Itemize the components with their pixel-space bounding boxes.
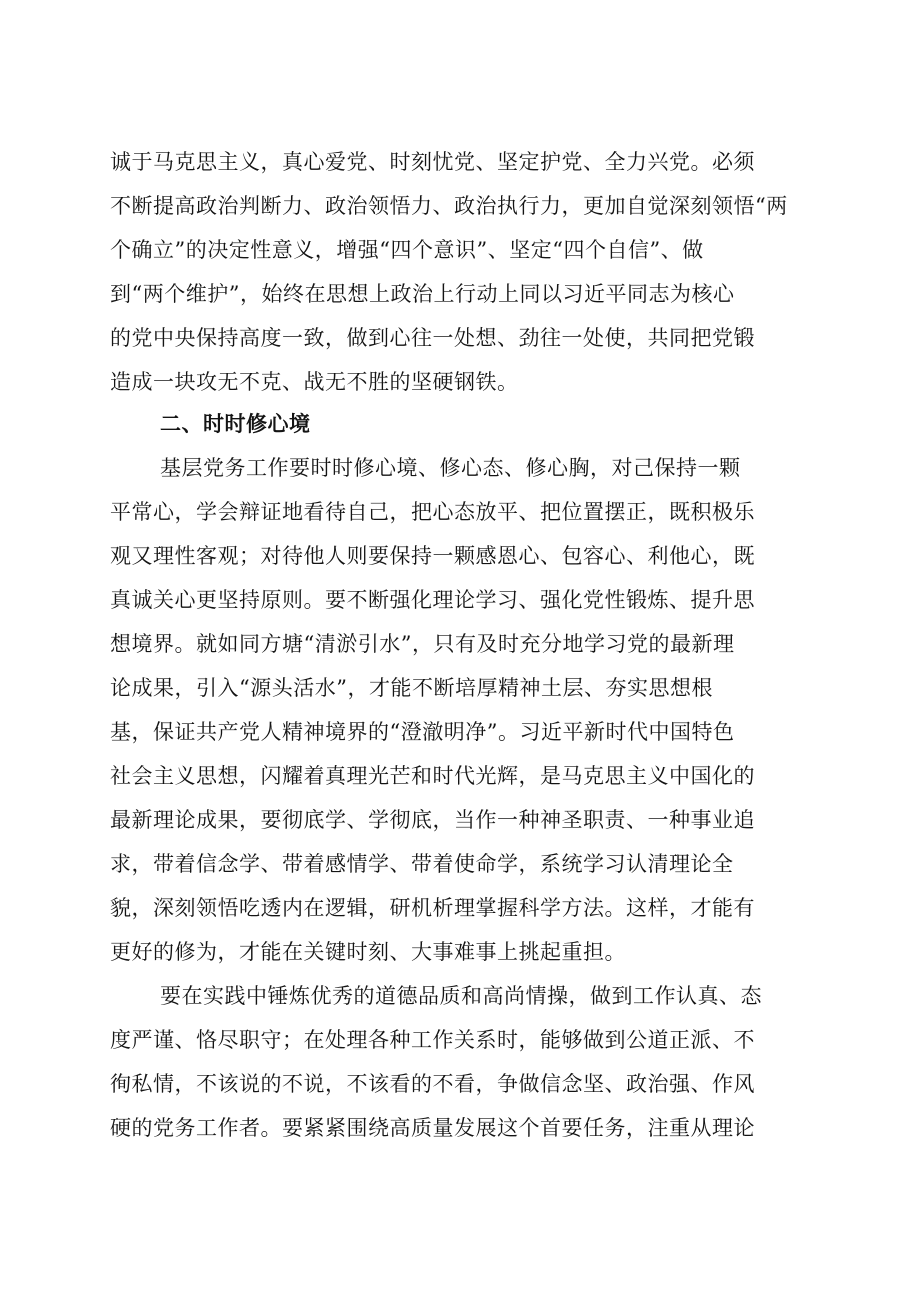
- paragraph-3-line-3: 徇私情，不该说的不说，不该看的不看，争做信念坚、政治强、作风: [110, 1072, 755, 1096]
- paragraph-2-line-5: 想境界。就如同方塘“清淤引水”，只有及时充分地学习党的最新理: [110, 632, 735, 656]
- paragraph-2-line-12: 更好的修为，才能在关键时刻、大事难事上挑起重担。: [110, 940, 626, 964]
- paragraph-2-line-6: 论成果，引入“源头活水”，才能不断培厚精神土层、夯实思想根: [110, 676, 713, 700]
- paragraph-1-line-1: 诚于马克思主义，真心爱党、时刻忧党、坚定护党、全力兴党。必须: [110, 150, 755, 174]
- paragraph-2-line-11: 貌，深刻领悟吃透内在逻辑，研机析理掌握科学方法。这样，才能有: [110, 896, 755, 920]
- paragraph-1-line-6: 造成一块攻无不克、战无不胜的坚硬钢铁。: [110, 370, 519, 394]
- paragraph-3-line-2: 度严谨、恪尽职守；在处理各种工作关系时，能够做到公道正派、不: [110, 1028, 755, 1052]
- paragraph-2-line-9: 最新理论成果，要彻底学、学彻底，当作一种神圣职责、一种事业追: [110, 808, 755, 832]
- paragraph-3-line-1: 要在实践中锤炼优秀的道德品质和高尚情操，做到工作认真、态: [160, 984, 762, 1008]
- paragraph-1-line-5: 的党中央保持高度一致，做到心往一处想、劲往一处使，共同把党锻: [110, 326, 755, 350]
- paragraph-2-line-8: 社会主义思想，闪耀着真理光芒和时代光辉，是马克思主义中国化的: [110, 764, 755, 788]
- paragraph-2-line-2: 平常心，学会辩证地看待自己，把心态放平、把位置摆正，既积极乐: [110, 500, 755, 524]
- paragraph-2-line-3: 观又理性客观；对待他人则要保持一颗感恩心、包容心、利他心，既: [110, 544, 755, 568]
- paragraph-2-line-10: 求，带着信念学、带着感情学、带着使命学，系统学习认清理论全: [110, 852, 734, 876]
- paragraph-1-line-2: 不断提高政治判断力、政治领悟力、政治执行力，更加自觉深刻领悟“两: [110, 194, 788, 218]
- paragraph-1-line-4: 到“两个维护”，始终在思想上政治上行动上同以习近平同志为核心: [110, 282, 735, 306]
- paragraph-1-line-3: 个确立”的决定性意义，增强“四个意识”、坚定“四个自信”、做: [110, 238, 704, 262]
- paragraph-2-line-7: 基，保证共产党人精神境界的“澄澈明净”。习近平新时代中国特色: [110, 720, 735, 744]
- section-heading: 二、时时修心境: [160, 412, 311, 436]
- paragraph-3-line-4: 硬的党务工作者。要紧紧围绕高质量发展这个首要任务，注重从理论: [110, 1116, 755, 1140]
- paragraph-2-line-4: 真诚关心更坚持原则。要不断强化理论学习、强化党性锻炼、提升思: [110, 588, 755, 612]
- paragraph-2-line-1: 基层党务工作要时时修心境、修心态、修心胸，对己保持一颗: [160, 456, 741, 480]
